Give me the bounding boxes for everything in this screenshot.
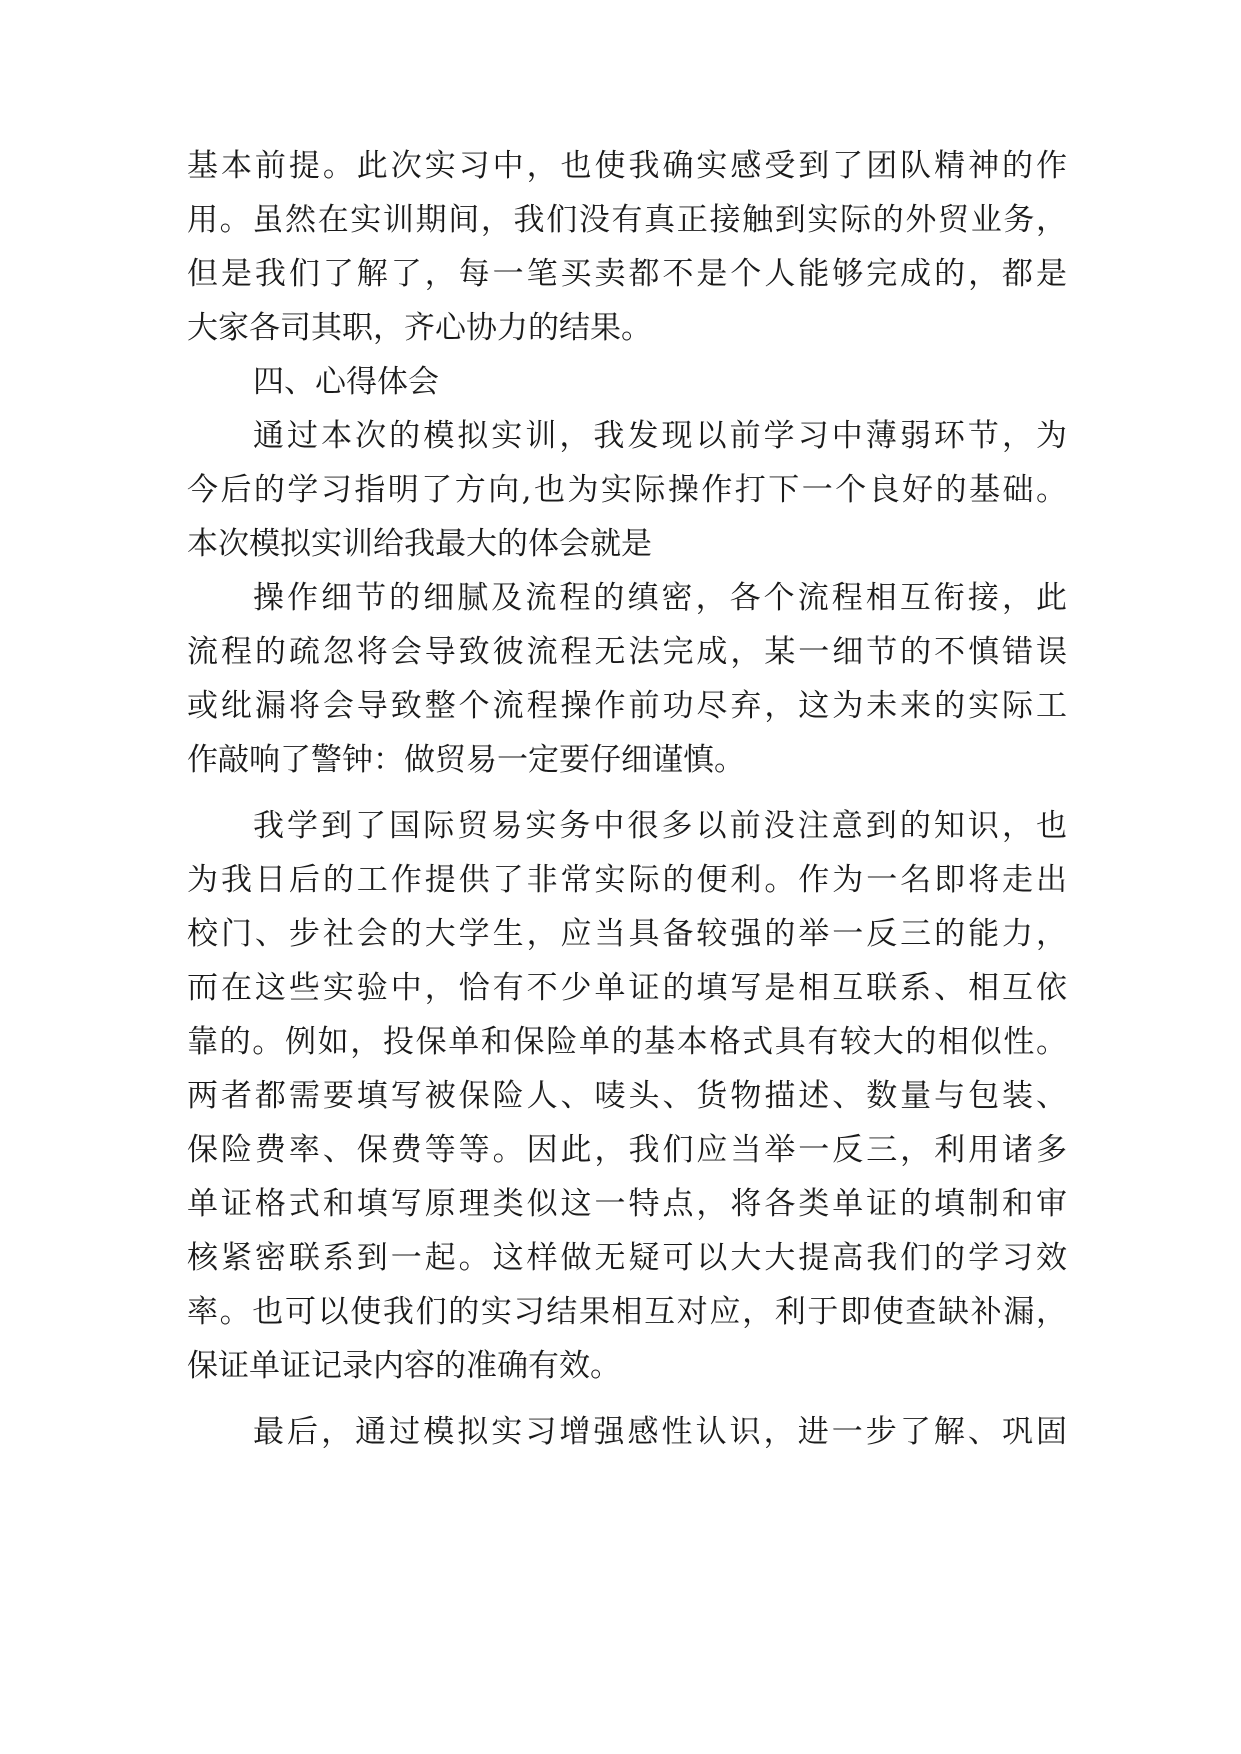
text-line: 我学到了国际贸易实务中很多以前没注意到的知识，也 — [253, 808, 1067, 844]
text-line: 操作细节的细腻及流程的缜密，各个流程相互衔接，此 — [253, 580, 1067, 616]
text-line: 保险费率、保费等等。因此，我们应当举一反三，利用诸多 — [187, 1132, 1067, 1168]
text-line: 大家各司其职，齐心协力的结果。 — [187, 310, 652, 346]
text-line: 但是我们了解了，每一笔买卖都不是个人能够完成的，都是 — [187, 256, 1067, 292]
text-line: 本次模拟实训给我最大的体会就是 — [187, 526, 652, 562]
text-line: 用。虽然在实训期间，我们没有真正接触到实际的外贸业务， — [187, 202, 1067, 238]
text-line: 为我日后的工作提供了非常实际的便利。作为一名即将走出 — [187, 862, 1067, 898]
text-line: 而在这些实验中，恰有不少单证的填写是相互联系、相互依 — [187, 970, 1067, 1006]
text-line: 靠的。例如，投保单和保险单的基本格式具有较大的相似性。 — [187, 1024, 1067, 1060]
text-line: 基本前提。此次实习中，也使我确实感受到了团队精神的作 — [187, 148, 1067, 184]
text-line: 保证单证记录内容的准确有效。 — [187, 1348, 621, 1384]
text-line: 单证格式和填写原理类似这一特点，将各类单证的填制和审 — [187, 1186, 1067, 1222]
section-heading: 四、心得体会 — [253, 364, 439, 400]
text-line: 最后，通过模拟实习增强感性认识，进一步了解、巩固 — [253, 1414, 1067, 1450]
text-line: 今后的学习指明了方向,也为实际操作打下一个良好的基础。 — [187, 472, 1067, 508]
text-line: 通过本次的模拟实训，我发现以前学习中薄弱环节，为 — [253, 418, 1067, 454]
text-line: 两者都需要填写被保险人、唛头、货物描述、数量与包装、 — [187, 1078, 1067, 1114]
text-line: 或纰漏将会导致整个流程操作前功尽弃，这为未来的实际工 — [187, 688, 1067, 724]
text-line: 核紧密联系到一起。这样做无疑可以大大提高我们的学习效 — [187, 1240, 1067, 1276]
text-line: 率。也可以使我们的实习结果相互对应，利于即使查缺补漏， — [187, 1294, 1067, 1330]
text-line: 流程的疏忽将会导致彼流程无法完成，某一细节的不慎错误 — [187, 634, 1067, 670]
text-line: 作敲响了警钟：做贸易一定要仔细谨慎。 — [187, 742, 745, 778]
text-line: 校门、步社会的大学生，应当具备较强的举一反三的能力， — [187, 916, 1067, 952]
